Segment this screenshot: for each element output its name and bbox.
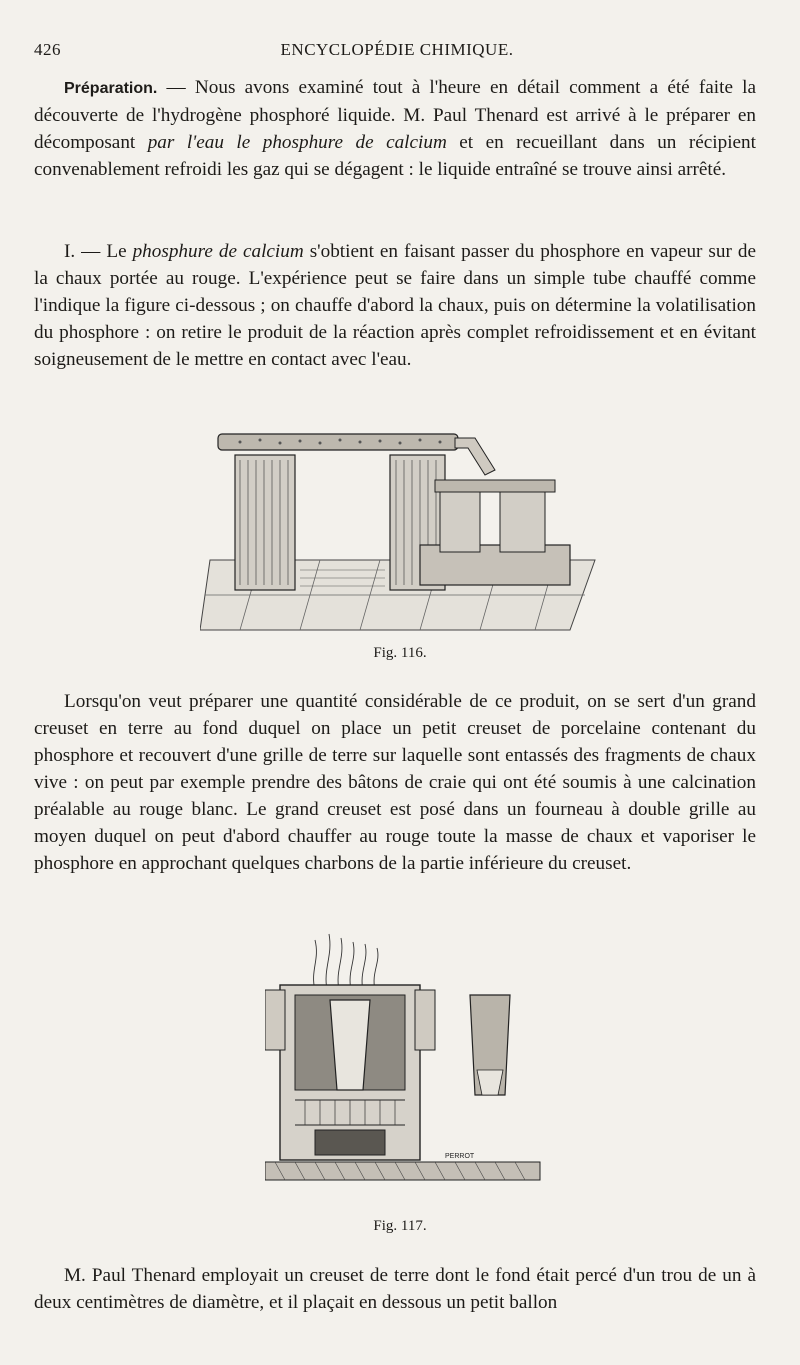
page-header [34, 40, 760, 64]
figure-117-furnace [265, 930, 545, 1195]
figure-116-apparatus [200, 420, 600, 635]
paragraph-thenard: M. Paul Thenard employait un creuset de terre dont le fond était percé d'un trou de un à deux centimètres de diamètre, et il plaçait en dessous un petit ballon [34, 1265, 756, 1313]
figure-117-caption: Fig. 117. [373, 1218, 427, 1234]
paragraph-text-tail: et en recueillant dans un récipient convenablement refroidi les gaz qui se dégagent : le liquide entraîné se trouve ainsi arrêté. [34, 132, 756, 180]
figure-116-caption: Fig. 116. [373, 645, 427, 661]
running-title: ENCYCLOPÉDIE CHIMIQUE. [280, 40, 514, 59]
emphasis-text: par l'eau le phosphure de calcium [147, 132, 447, 153]
paragraph-text: s'obtient en faisant passer du phosphore en vapeur sur de la chaux portée au rouge. L'expérience peut se faire dans un simple tube chauffé comme l'indique la figure ci-dessous ; on chauffe d'abord la chaux, puis on détermine la volatilisation du phosphore : on retire le produit de la réaction après complet refroidissement et en évitant soigneusement de le mettre en contact avec l'eau. [34, 241, 756, 370]
paragraph-text: — Nous avons examiné tout à l'heure en détail comment a été faite la découverte de l'hydrogène phosphoré liquide. M. Paul Thenard est arrivé à le préparer en décomposant [34, 77, 756, 153]
paragraph-start: I. — Le [64, 241, 133, 262]
page-number: 426 [34, 40, 61, 59]
paragraph-phosphure [34, 238, 756, 373]
section-lead: Préparation. [64, 80, 158, 97]
paragraph-preparation [34, 74, 756, 183]
paragraph-creuset: Lorsqu'on veut préparer une quantité considérable de ce produit, on se sert d'un grand creuset en terre au fond duquel on place un petit creuset de porcelaine contenant du phosphore et recouvert d'une grille de terre sur laquelle sont entassés des fragments de chaux vive : on peut par exemple prendre des bâtons de craie qui ont été soumis à une calcination préalable au rouge blanc. Le grand creuset est posé dans un fourneau à double grille au moyen duquel on peut d'abord chauffer au rouge toute la masse de chaux et vaporiser le phosphore en approchant quelques charbons de la partie inférieure du creuset. [34, 691, 756, 874]
emphasis-text: phosphure de calcium [132, 241, 304, 262]
engraver-signature: PERROT [445, 1153, 475, 1160]
